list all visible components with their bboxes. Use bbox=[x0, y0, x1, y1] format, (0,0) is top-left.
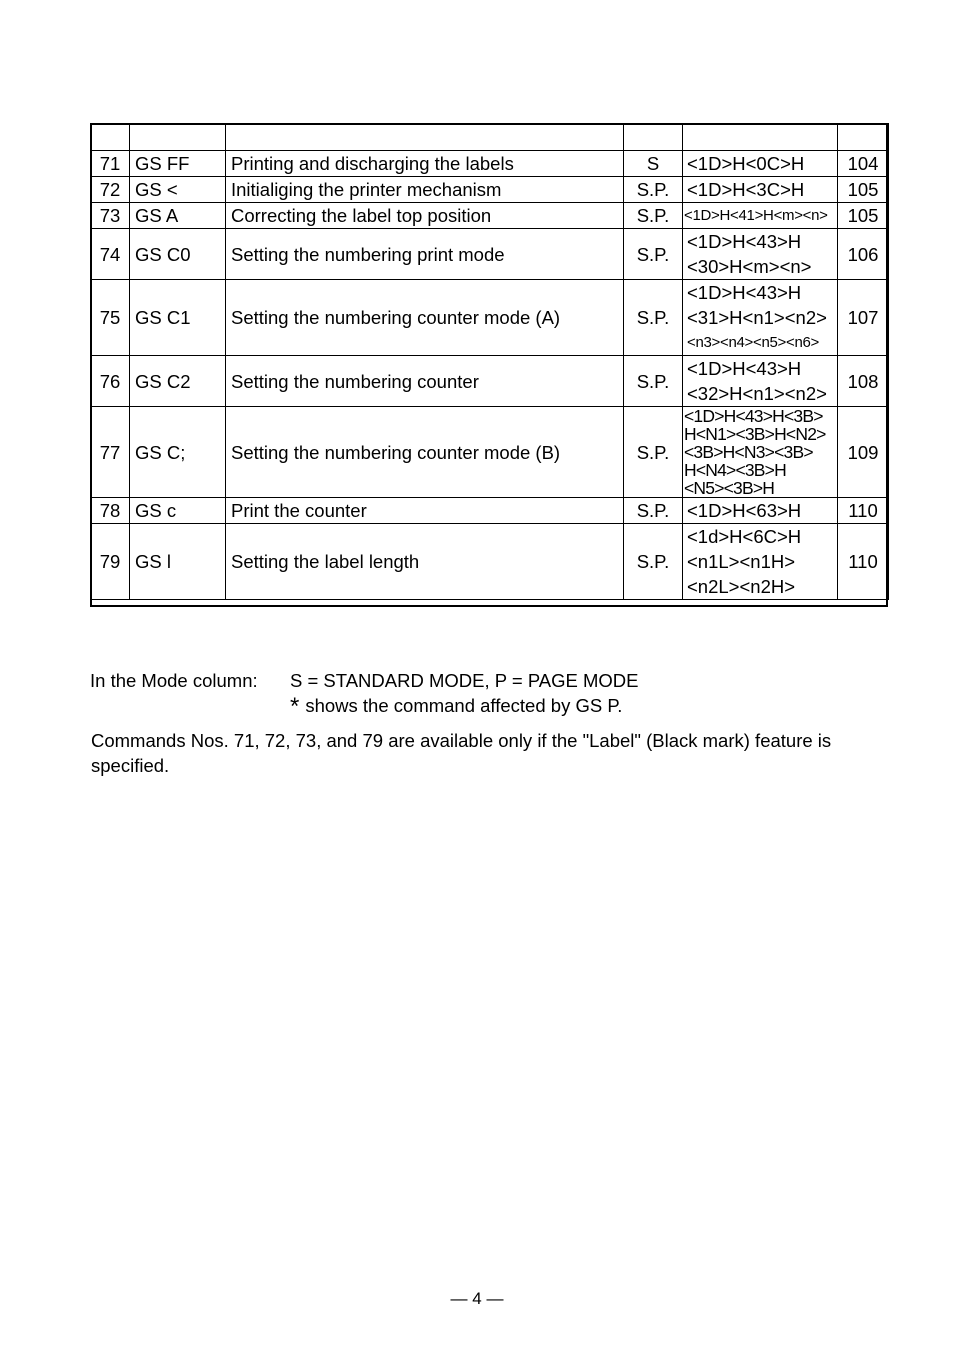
row-page: 107 bbox=[838, 280, 889, 356]
header-cell-no bbox=[91, 124, 130, 151]
row-command: GS C2 bbox=[130, 356, 226, 407]
row-command: GS A bbox=[130, 203, 226, 229]
page-number: — 4 — bbox=[450, 1289, 504, 1308]
code-line: <n1L><n1H> bbox=[687, 551, 796, 572]
code-line: <3B>H<N3><3B> bbox=[684, 442, 813, 462]
row-number: 74 bbox=[91, 229, 130, 280]
row-function: Printing and discharging the labels bbox=[226, 151, 624, 177]
table-row bbox=[91, 203, 889, 229]
mode-column-label: In the Mode column: bbox=[90, 670, 258, 691]
row-command: GS l bbox=[130, 524, 226, 600]
row-page: 106 bbox=[838, 229, 889, 280]
code-line: H<N4><3B>H bbox=[684, 460, 786, 480]
row-code bbox=[683, 407, 838, 498]
star-note-text: shows the command affected by GS P. bbox=[305, 695, 623, 716]
mode-column-definition: S = STANDARD MODE, P = PAGE MODE bbox=[290, 670, 639, 691]
table-row bbox=[91, 280, 889, 356]
row-code bbox=[683, 524, 838, 600]
row-command: GS C; bbox=[130, 407, 226, 498]
row-command: GS FF bbox=[130, 151, 226, 177]
code-line: <1D>H<41>H<m><n> bbox=[684, 207, 828, 224]
code-line: <1d>H<6C>H bbox=[687, 526, 802, 547]
row-page: 108 bbox=[838, 356, 889, 407]
row-code bbox=[683, 151, 838, 177]
row-number: 77 bbox=[91, 407, 130, 498]
row-page: 110 bbox=[838, 498, 889, 524]
row-page: 110 bbox=[838, 524, 889, 600]
header-cell-function bbox=[226, 124, 624, 151]
row-mode: S.P. bbox=[624, 229, 683, 280]
row-mode: S.P. bbox=[624, 280, 683, 356]
code-line: H<N1><3B>H<N2> bbox=[684, 424, 826, 444]
row-number: 75 bbox=[91, 280, 130, 356]
command-table bbox=[90, 123, 889, 600]
code-line: <1D>H<43>H<3B> bbox=[684, 406, 823, 426]
row-number: 72 bbox=[91, 177, 130, 203]
row-mode: S.P. bbox=[624, 524, 683, 600]
code-line: <30>H<m><n> bbox=[687, 256, 812, 277]
row-number: 71 bbox=[91, 151, 130, 177]
table-row bbox=[91, 151, 889, 177]
code-line: <1D>H<3C>H bbox=[687, 179, 805, 200]
row-page: 105 bbox=[838, 177, 889, 203]
table-row bbox=[91, 356, 889, 407]
row-function: Print the counter bbox=[226, 498, 624, 524]
row-number: 79 bbox=[91, 524, 130, 600]
table-header-row bbox=[91, 124, 889, 151]
row-function: Setting the numbering counter bbox=[226, 356, 624, 407]
header-cell-page bbox=[838, 124, 889, 151]
row-mode: S.P. bbox=[624, 203, 683, 229]
row-code bbox=[683, 356, 838, 407]
code-line: <31>H<n1><n2> bbox=[687, 307, 827, 328]
row-function: Setting the numbering counter mode (A) bbox=[226, 280, 624, 356]
star-note bbox=[290, 693, 622, 719]
row-mode: S.P. bbox=[624, 407, 683, 498]
table-row bbox=[91, 498, 889, 524]
row-function: Setting the numbering print mode bbox=[226, 229, 624, 280]
table-row bbox=[91, 524, 889, 600]
row-code bbox=[683, 177, 838, 203]
table-row bbox=[91, 229, 889, 280]
row-mode: S bbox=[624, 151, 683, 177]
code-line: <N5><3B>H bbox=[684, 478, 775, 498]
asterisk-symbol: * bbox=[290, 693, 300, 720]
code-line: <1D>H<43>H bbox=[687, 282, 802, 303]
row-code bbox=[683, 280, 838, 356]
table-row bbox=[91, 177, 889, 203]
code-line: <1D>H<63>H bbox=[687, 500, 802, 521]
header-cell-mode bbox=[624, 124, 683, 151]
row-page: 109 bbox=[838, 407, 889, 498]
row-function: Setting the label length bbox=[226, 524, 624, 600]
row-number: 73 bbox=[91, 203, 130, 229]
row-page: 104 bbox=[838, 151, 889, 177]
row-command: GS C1 bbox=[130, 280, 226, 356]
row-command: GS c bbox=[130, 498, 226, 524]
row-code bbox=[683, 203, 838, 229]
header-cell-command bbox=[130, 124, 226, 151]
row-command: GS C0 bbox=[130, 229, 226, 280]
row-page: 105 bbox=[838, 203, 889, 229]
row-function: Correcting the label top position bbox=[226, 203, 624, 229]
row-mode: S.P. bbox=[624, 498, 683, 524]
code-line: <1D>H<43>H bbox=[687, 358, 802, 379]
code-line: <1D>H<43>H bbox=[687, 231, 802, 252]
header-cell-code bbox=[683, 124, 838, 151]
code-line: <32>H<n1><n2> bbox=[687, 383, 827, 404]
table-row bbox=[91, 407, 889, 498]
row-mode: S.P. bbox=[624, 177, 683, 203]
row-function: Setting the numbering counter mode (B) bbox=[226, 407, 624, 498]
label-feature-note: Commands Nos. 71, 72, 73, and 79 are available only if the "Label" (Black mark) feature is specified. bbox=[91, 730, 832, 776]
code-line: <1D>H<0C>H bbox=[687, 153, 805, 174]
row-code bbox=[683, 498, 838, 524]
row-function: Initialiging the printer mechanism bbox=[226, 177, 624, 203]
row-mode: S.P. bbox=[624, 356, 683, 407]
row-number: 78 bbox=[91, 498, 130, 524]
row-code bbox=[683, 229, 838, 280]
code-line: <n3><n4><n5><n6> bbox=[687, 334, 820, 351]
row-number: 76 bbox=[91, 356, 130, 407]
row-command: GS < bbox=[130, 177, 226, 203]
code-line: <n2L><n2H> bbox=[687, 576, 796, 597]
